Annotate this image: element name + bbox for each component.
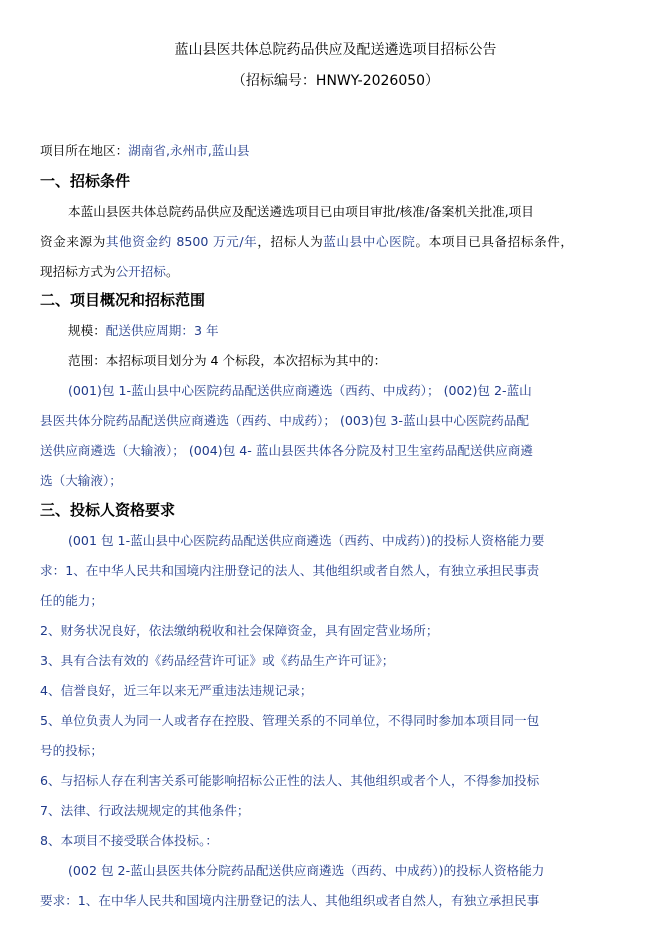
section-3-heading: 三、投标人资格要求: [40, 501, 176, 519]
fund-source: 其他资金约 8500 万元/年: [105, 234, 258, 249]
section-1-line-2: 资金来源为其他资金约 8500 万元/年，招标人为蓝山县中心医院。本项目已具备招标条件，: [40, 234, 574, 249]
section-1-line-1: 本蓝山县医共体总院药品供应及配送遴选项目已由项目审批/核准/备案机关批准,项目: [68, 204, 534, 219]
bid-number: （招标编号：HNWY-2026050）: [231, 73, 440, 89]
lots-line-2: 县医共体分院药品配送供应商遴选（西药、中成药）； (003)包 3-蓝山县中心医院药品配: [40, 413, 529, 428]
lot-1-requirement-1: (001 包 1-蓝山县中心医院药品配送供应商遴选（西药、中成药）)的投标人资格能力要: [68, 533, 545, 548]
scale-value: 配送供应周期：3 年: [105, 323, 219, 338]
lots-line-1: (001)包 1-蓝山县中心医院药品配送供应商遴选（西药、中成药）； (002)包 2-蓝山: [68, 383, 532, 398]
requirement-7: 7、法律、行政法规规定的其他条件；: [40, 803, 250, 818]
section-2-heading: 二、项目概况和招标范围: [40, 291, 206, 309]
lots-line-4: 选（大输液）；: [40, 473, 122, 488]
announcement-title: 蓝山县医共体总院药品供应及配送遴选项目招标公告: [174, 42, 497, 58]
lots-line-3: 送供应商遴选（大输液）； (004)包 4- 蓝山县医共体各分院及村卫生室药品配送供应商遴: [40, 443, 533, 458]
scale-line: 规模：配送供应周期：3 年: [68, 323, 219, 338]
requirement-2: 2、财务状况良好，依法缴纳税收和社会保障资金，具有固定营业场所；: [40, 623, 439, 638]
scope-line: 范围：本招标项目划分为 4 个标段，本次招标为其中的：: [68, 353, 387, 368]
requirement-5a: 5、单位负责人为同一人或者存在控股、管理关系的不同单位，不得同时参加本项目同一包: [40, 713, 540, 728]
requirement-6: 6、与招标人存在利害关系可能影响招标公正性的法人、其他组织或者个人，不得参加投标: [40, 773, 540, 788]
lot-2-requirement-2: 要求：1、在中华人民共和国境内注册登记的法人、其他组织或者自然人，有独立承担民事: [40, 893, 540, 908]
section-1-line-3: 现招标方式为公开招标。: [40, 264, 179, 279]
tender-method: 公开招标: [115, 264, 166, 279]
requirement-8: 8、本项目不接受联合体投标。：: [40, 833, 219, 848]
region-label: 项目所在地区：: [40, 143, 129, 158]
section-1-heading: 一、招标条件: [40, 172, 131, 190]
requirement-4: 4、信誉良好，近三年以来无严重违法违规记录；: [40, 683, 313, 698]
lot-1-requirement-2: 求：1、在中华人民共和国境内注册登记的法人、其他组织或者自然人，有独立承担民事责: [40, 563, 540, 578]
requirement-5b: 号的投标；: [40, 743, 103, 758]
lot-2-requirement-1: (002 包 2-蓝山县医共体分院药品配送供应商遴选（西药、中成药）)的投标人资格能力: [68, 863, 545, 878]
requirement-3: 3、具有合法有效的《药品经营许可证》或《药品生产许可证》；: [40, 653, 395, 668]
region-value: 湖南省,永州市,蓝山县: [128, 143, 250, 158]
tenderer: 蓝山县中心医院: [323, 234, 416, 249]
project-region: [40, 140, 250, 159]
lot-1-requirement-3: 任的能力；: [40, 593, 103, 608]
